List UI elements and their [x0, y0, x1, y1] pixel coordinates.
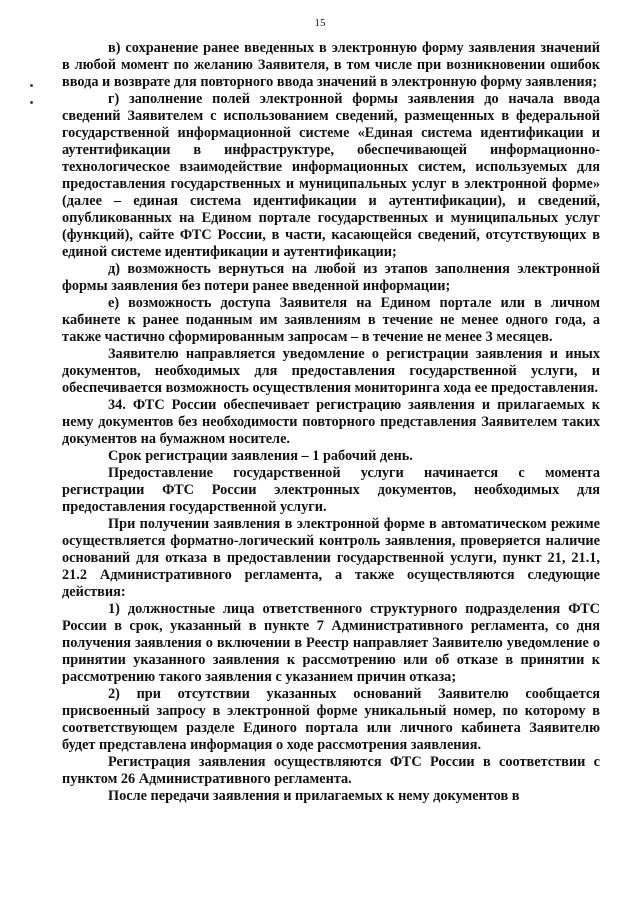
document-body [62, 40, 600, 805]
paragraph-after-transfer: После передачи заявления и прилагаемых к нему документов в [108, 788, 520, 804]
paragraph-notification: Заявителю направляется уведомление о регистрации заявления и иных документов, необходимых для предоставления государственной услуги, и обеспечивается возможность осуществления мониторинга хода ее предоставления. [62, 346, 600, 396]
paragraph-g: г) заполнение полей электронной формы заявления до начала ввода сведений Заявителем с использованием сведений, размещенных в федеральной государственной информационной системе «Единая система идентификации и аутентификации в инфраструктуре, обеспечивающей информационно-технологическое взаимодействие информационных систем, используемых для предоставления государственных и муниципальных услуг в электронной форме» (далее – единая система идентификации и аутентификации), и сведений, опубликованных на Едином портале государственных и муниципальных услуг (функций), сайте ФТС России, в части, касающейся сведений, отсутствующих в единой системе идентификации и аутентификации; [62, 91, 600, 260]
paragraph-v: в) сохранение ранее введенных в электронную форму заявления значений в любой момент по желанию Заявителя, в том числе при возникновении ошибок ввода и возврате для повторного ввода значений в электронную форму заявления; [62, 40, 600, 90]
paragraph-service-start: Предоставление государственной услуги начинается с момента регистрации ФТС России электронных документов, необходимых для предоставления государственной услуги. [62, 465, 600, 515]
paragraph-registration-term: Срок регистрации заявления – 1 рабочий день. [108, 448, 413, 464]
page-number: 15 [314, 17, 326, 29]
paragraph-34: 34. ФТС России обеспечивает регистрацию заявления и прилагаемых к нему документов без необходимости повторного представления Заявителем таких документов на бумажном носителе. [62, 397, 600, 447]
scan-mark [30, 101, 33, 104]
paragraph-format-control: При получении заявления в электронной форме в автоматическом режиме осуществляется форматно-логический контроль заявления, проверяется наличие оснований для отказа в предоставлении государственной услуги, пункт 21, 21.1, 21.2 Административного регламента, а также осуществляются следующие действия: [62, 516, 600, 600]
paragraph-e: е) возможность доступа Заявителя на Едином портале или в личном кабинете к ранее поданным им заявлениям в течение не менее одного года, а также частично сформированным запросам – в течение не менее 3 месяцев. [62, 295, 600, 345]
scan-mark [30, 84, 33, 87]
paragraph-action-1: 1) должностные лица ответственного структурного подразделения ФТС России в срок, указанный в пункте 7 Административного регламента, со дня получения заявления о включении в Реестр направляет Заявителю уведомление о принятии указанного заявления к рассмотрению или об отказе в принятии к рассмотрению такого заявления с указанием причин отказа; [62, 601, 600, 685]
paragraph-action-2: 2) при отсутствии указанных оснований Заявителю сообщается присвоенный запросу в электронной форме уникальный номер, по которому в соответствующем разделе Единого портала или личного кабинета Заявителю будет представлена информация о ходе рассмотрения заявления. [62, 686, 600, 753]
paragraph-d: д) возможность вернуться на любой из этапов заполнения электронной формы заявления без потери ранее введенной информации; [62, 261, 600, 294]
paragraph-registration-rule: Регистрация заявления осуществляются ФТС России в соответствии с пунктом 26 Административного регламента. [62, 754, 600, 787]
